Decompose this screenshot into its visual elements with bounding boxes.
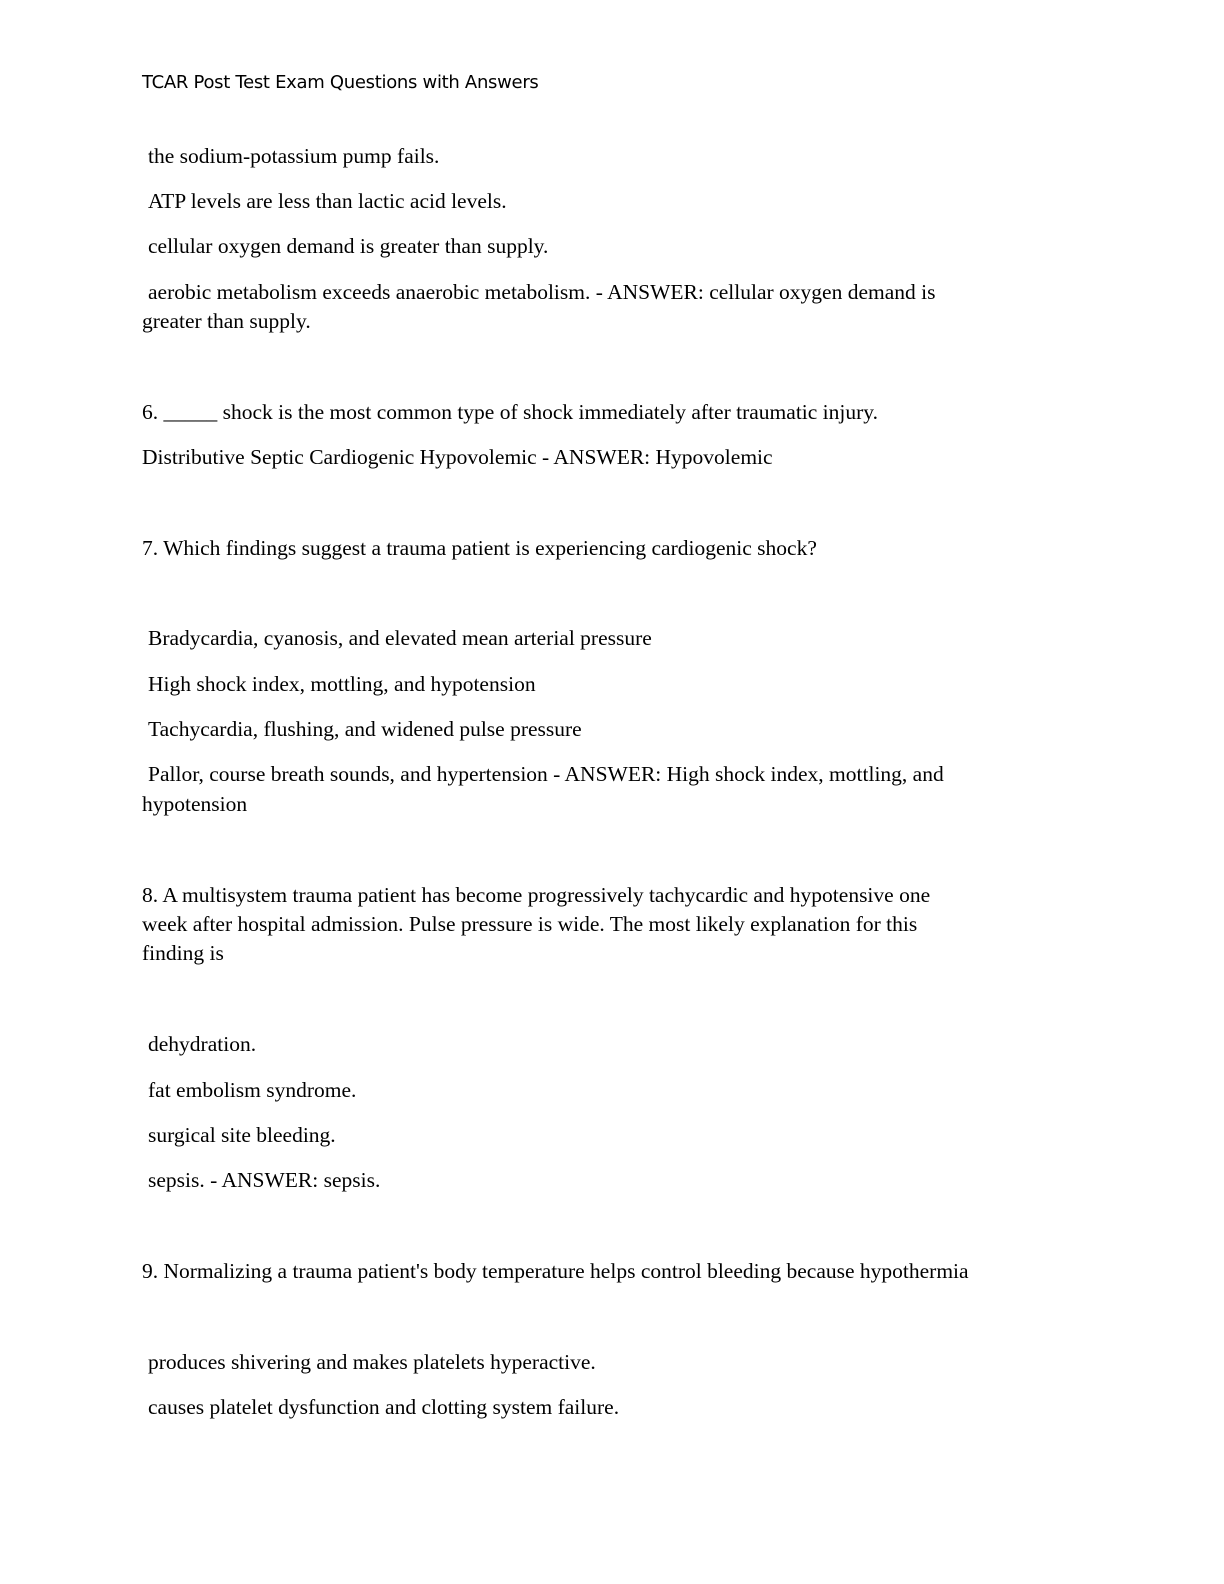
q8-question-line-3: finding is: [142, 941, 224, 965]
q7-option-2: High shock index, mottling, and hypotension: [148, 672, 536, 696]
q8-option-4-answer: sepsis. - ANSWER: sepsis.: [148, 1168, 381, 1192]
q5-option-2: ATP levels are less than lactic acid levels.: [148, 189, 507, 213]
q6-choices-answer: Distributive Septic Cardiogenic Hypovolemic - ANSWER: Hypovolemic: [142, 445, 773, 469]
q7-option-4-answer: Pallor, course breath sounds, and hypertension - ANSWER: High shock index, mottling, and: [148, 762, 944, 786]
q8-option-3: surgical site bleeding.: [148, 1123, 336, 1147]
q9-option-2: causes platelet dysfunction and clotting system failure.: [148, 1395, 620, 1419]
q5-option-1: the sodium-potassium pump fails.: [148, 144, 440, 168]
page-header: TCAR Post Test Exam Questions with Answers: [142, 72, 539, 93]
q7-answer-continuation: hypotension: [142, 792, 248, 816]
q5-option-3: cellular oxygen demand is greater than supply.: [148, 234, 549, 258]
q9-option-1: produces shivering and makes platelets hyperactive.: [148, 1350, 596, 1374]
q5-answer-continuation: greater than supply.: [142, 309, 311, 333]
q8-option-1: dehydration.: [148, 1032, 257, 1056]
q6-question: 6. _____ shock is the most common type of shock immediately after traumatic injury.: [142, 400, 879, 424]
q8-option-2: fat embolism syndrome.: [148, 1078, 357, 1102]
q7-option-1: Bradycardia, cyanosis, and elevated mean arterial pressure: [148, 626, 652, 650]
q5-option-4-answer: aerobic metabolism exceeds anaerobic metabolism. - ANSWER: cellular oxygen demand is: [148, 280, 936, 304]
q7-question: 7. Which findings suggest a trauma patient is experiencing cardiogenic shock?: [142, 536, 817, 560]
q9-question: 9. Normalizing a trauma patient's body temperature helps control bleeding because hypothermia: [142, 1259, 969, 1283]
q7-option-3: Tachycardia, flushing, and widened pulse pressure: [148, 717, 582, 741]
q8-question-line-1: 8. A multisystem trauma patient has become progressively tachycardic and hypotensive one: [142, 883, 931, 907]
q8-question-line-2: week after hospital admission. Pulse pressure is wide. The most likely explanation for this: [142, 912, 918, 936]
